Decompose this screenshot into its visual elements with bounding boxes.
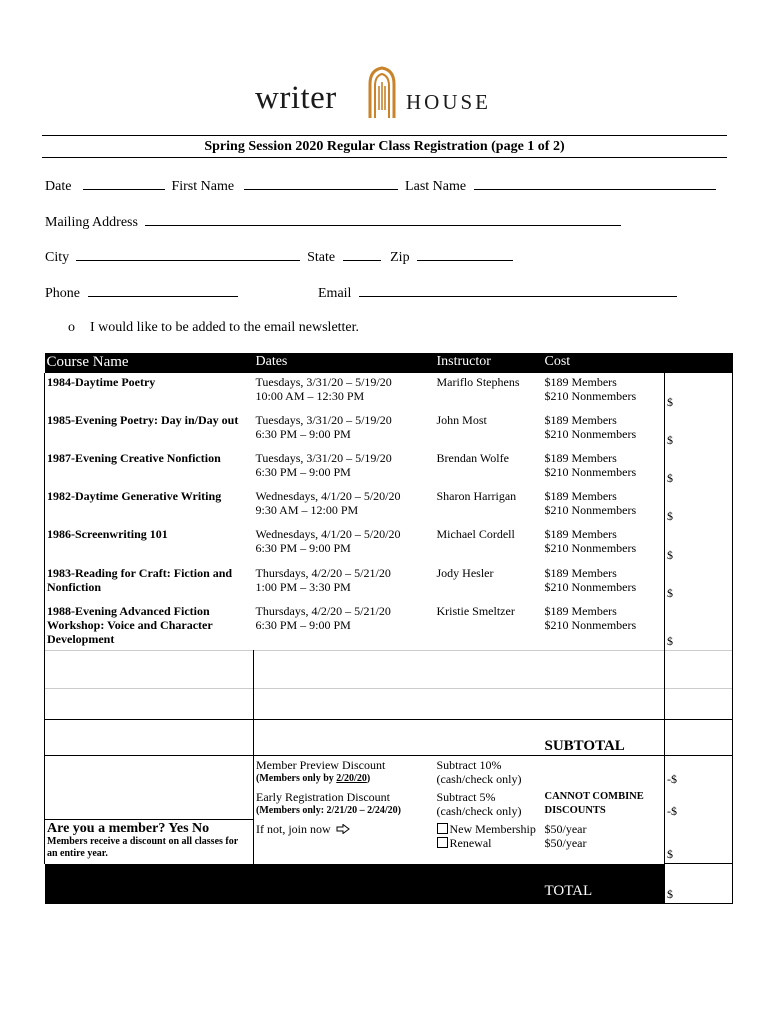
blank-dates-cell[interactable] [254,688,435,719]
course-dates [254,487,435,525]
blank-instructor-cell[interactable] [435,650,543,688]
email-field[interactable] [359,284,677,297]
early-discount-note: (Members only: 2/21/20 – 2/24/20) [256,804,401,816]
table-row [45,602,733,650]
member-preview-note-post: ) [366,772,371,784]
course-dates-days: Tuesdays, 3/31/20 – 5/19/20 [255,375,392,389]
total-black-cell [45,864,254,904]
city-label: City [45,250,70,265]
course-dates-days: Thursdays, 4/2/20 – 5/21/20 [255,604,391,618]
cannot-combine-line2: DISCOUNTS [544,804,606,816]
early-subtract-cell [435,788,543,820]
cannot-combine-note [543,788,665,820]
early-discount-cell [254,788,435,820]
course-instructor: Jody Hesler [436,566,494,580]
cost-members: $189 Members [544,604,617,618]
header-course-name: Course Name [45,353,254,373]
table-header-row [45,353,733,373]
total-black-cell [435,864,543,904]
blank-instructor-cell[interactable] [435,688,543,719]
newsletter-label: I would like to be added to the email newsletter. [90,320,360,335]
last-name-field[interactable] [474,177,716,190]
course-dates-time: 1:00 PM – 3:30 PM [255,580,351,594]
newsletter-checkbox[interactable]: o [68,320,75,335]
member-question-cell [45,820,254,864]
course-dates-days: Wednesdays, 4/1/20 – 5/20/20 [255,489,401,503]
cost-nonmembers: $210 Nonmembers [544,427,637,441]
arrow-right-icon [336,824,350,834]
blank-amount-cell[interactable] [665,650,733,688]
course-dates-time: 10:00 AM – 12:30 PM [255,389,365,403]
member-question[interactable]: Are you a member? Yes No [47,821,210,836]
last-name-label: Last Name [405,179,467,194]
renewal-checkbox[interactable] [437,837,448,848]
email-label: Email [318,286,352,301]
course-dates-days: Tuesdays, 3/31/20 – 5/19/20 [255,413,392,427]
date-field[interactable] [83,177,165,190]
mailing-address-field[interactable] [145,213,621,226]
member-preview-discount-row [45,755,733,788]
title-top-rule [42,135,727,136]
course-dates-days: Tuesdays, 3/31/20 – 5/19/20 [255,451,392,465]
member-preview-note [256,772,433,786]
blank-dates-cell[interactable] [254,650,435,688]
blank-course-row [45,650,733,688]
cost-nonmembers: $210 Nonmembers [544,389,637,403]
course-cost [543,564,665,602]
amount-field[interactable]: $ [665,525,733,564]
course-dates-time: 9:30 AM – 12:00 PM [255,503,359,517]
amount-field[interactable]: $ [665,449,733,487]
phone-label: Phone [45,286,80,301]
join-now-label: If not, join now [256,821,331,836]
membership-row [45,820,733,864]
early-discount-row [45,788,733,820]
header-cost: Cost [543,353,665,373]
course-dates [254,449,435,487]
field-row-address [45,213,621,231]
subtotal-blank-cell [254,719,435,755]
table-row [45,564,733,602]
header-dates: Dates [254,353,435,373]
cost-nonmembers: $210 Nonmembers [544,618,637,632]
course-instructor: John Most [436,413,487,427]
membership-options-cell [435,820,543,864]
discount-blank-cell [45,788,254,820]
blank-cost-cell[interactable] [543,688,665,719]
member-preview-date: 2/20/20 [336,772,367,784]
course-dates [254,564,435,602]
join-now-cell [254,820,435,864]
amount-field[interactable]: $ [665,373,733,411]
member-preview-amount-field[interactable]: -$ [665,755,733,788]
cost-nonmembers: $210 Nonmembers [544,465,637,479]
blank-course-cell[interactable] [45,650,254,688]
member-preview-cell [254,755,435,788]
cost-members: $189 Members [544,566,617,580]
early-subtract: Subtract 5% [436,789,496,804]
course-name: 1987-Evening Creative Nonfiction [45,449,254,487]
discount-blank-cell [45,755,254,788]
new-membership-label: New Membership [449,821,536,836]
subtotal-blank-cell [45,719,254,755]
renewal-label: Renewal [449,835,492,850]
renewal-option[interactable] [437,836,541,850]
course-instructor: Brendan Wolfe [436,451,509,465]
course-cost [543,449,665,487]
blank-course-cell[interactable] [45,688,254,719]
registration-table [44,353,733,904]
course-name: 1984-Daytime Poetry [45,373,254,411]
course-dates-time: 6:30 PM – 9:00 PM [255,427,351,441]
total-row [45,864,733,904]
course-dates [254,525,435,564]
cost-members: $189 Members [544,489,617,503]
table-row [45,487,733,525]
total-label: TOTAL [543,864,665,904]
subtotal-row [45,719,733,755]
cost-members: $189 Members [544,375,617,389]
course-instructor: Sharon Harrigan [436,489,517,503]
mailing-address-label: Mailing Address [45,215,138,230]
cost-members: $189 Members [544,413,617,427]
cost-members: $189 Members [544,451,617,465]
course-instructor: Mariflo Stephens [436,375,520,389]
amount-field[interactable]: $ [665,487,733,525]
course-dates [254,602,435,650]
zip-label: Zip [390,250,410,265]
course-name: 1982-Daytime Generative Writing [45,487,254,525]
field-row-phone [45,284,238,302]
membership-amount-field[interactable]: $ [665,820,733,864]
early-discount-amount-field[interactable]: -$ [665,788,733,820]
cost-nonmembers: $210 Nonmembers [544,541,637,555]
member-preview-note-pre: (Members only by [256,772,337,784]
writer-house-logo [0,62,770,124]
course-name: 1986-Screenwriting 101 [45,525,254,564]
course-dates-days: Wednesdays, 4/1/20 – 5/20/20 [255,527,401,541]
new-membership-option[interactable] [437,822,541,836]
member-preview-label: Member Preview Discount [256,757,386,772]
cannot-combine-line1: CANNOT COMBINE [544,790,644,802]
amount-field[interactable]: $ [665,602,733,650]
table-row [45,411,733,449]
table-row [45,525,733,564]
city-field[interactable] [76,248,300,261]
total-amount-field[interactable]: $ [665,864,733,904]
amount-field[interactable]: $ [665,411,733,449]
course-name: 1985-Evening Poetry: Day in/Day out [45,411,254,449]
house-door-icon [367,66,397,120]
cost-members: $189 Members [544,527,617,541]
blank-amount-cell[interactable] [665,688,733,719]
course-dates-time: 6:30 PM – 9:00 PM [255,618,351,632]
field-row-names [45,177,716,195]
renewal-price: $50/year [544,835,587,850]
cost-nonmembers: $210 Nonmembers [544,503,637,517]
member-preview-subtract-cell [435,755,543,788]
total-black-cell [254,864,435,904]
course-dates-days: Thursdays, 4/2/20 – 5/21/20 [255,566,391,580]
field-row-city [45,248,513,266]
course-instructor: Kristie Smeltzer [436,604,515,618]
course-dates [254,411,435,449]
table-row [45,449,733,487]
course-dates-time: 6:30 PM – 9:00 PM [255,465,351,479]
new-membership-price: $50/year [544,821,587,836]
membership-prices-cell [543,820,665,864]
phone-field[interactable] [88,284,238,297]
zip-field[interactable] [417,248,513,261]
page-title: Spring Session 2020 Regular Class Registration (page 1 of 2) [204,139,565,154]
early-discount-label: Early Registration Discount [256,789,390,804]
course-cost [543,373,665,411]
course-dates [254,373,435,411]
header-instructor: Instructor [435,353,543,373]
course-cost [543,602,665,650]
subtotal-label: SUBTOTAL [543,719,665,755]
first-name-label: First Name [171,179,235,194]
amount-field[interactable]: $ [665,564,733,602]
discount-blank-cell [543,755,665,788]
member-note: Members receive a discount on all classes for an entire year. [47,836,238,859]
logo-word-writer: writer [255,80,337,116]
state-label: State [307,250,336,265]
subtotal-amount-field[interactable] [665,719,733,755]
course-instructor: Michael Cordell [436,527,515,541]
course-name: 1983-Reading for Craft: Fiction and Nonfiction [45,564,254,602]
state-field[interactable] [343,248,381,261]
header-amount [665,353,733,373]
table-row [45,373,733,411]
field-row-email [318,284,677,302]
member-preview-payment: (cash/check only) [436,771,522,786]
course-dates-time: 6:30 PM – 9:00 PM [255,541,351,555]
course-cost [543,411,665,449]
logo-word-house: HOUSE [406,90,492,114]
course-cost [543,525,665,564]
member-preview-subtract: Subtract 10% [436,757,502,772]
course-cost [543,487,665,525]
date-label: Date [45,179,72,194]
early-payment: (cash/check only) [436,803,522,818]
subtotal-blank-cell [435,719,543,755]
title-bottom-rule [42,157,727,158]
new-membership-checkbox[interactable] [437,823,448,834]
first-name-field[interactable] [244,177,398,190]
blank-cost-cell[interactable] [543,650,665,688]
blank-course-row [45,688,733,719]
course-name: 1988-Evening Advanced Fiction Workshop: Voice and Character Development [45,602,254,650]
cost-nonmembers: $210 Nonmembers [544,580,637,594]
